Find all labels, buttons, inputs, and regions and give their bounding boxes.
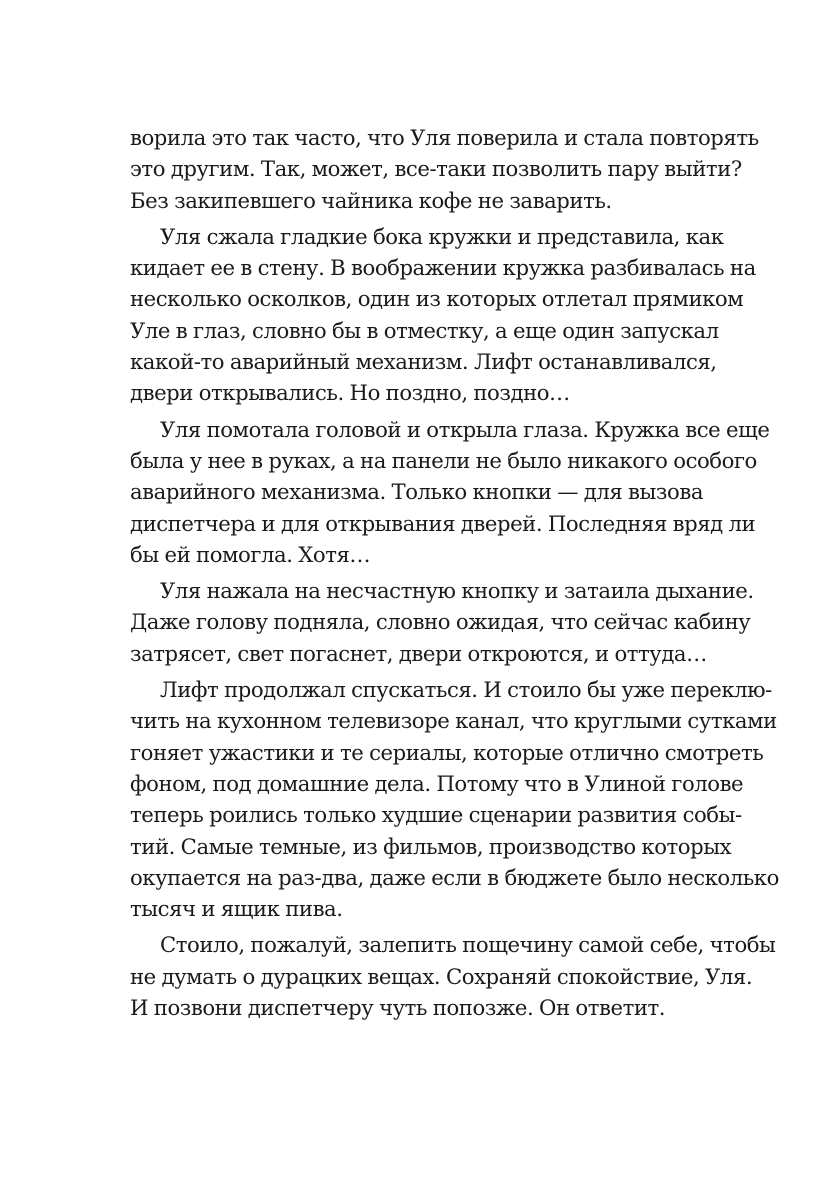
text-line: чить на кухонном телевизоре канал, что круглыми сутками xyxy=(130,708,777,734)
text-line: Лифт продолжал спускаться. И стоило бы уже переклю- xyxy=(160,677,772,703)
paragraph-3 xyxy=(130,414,770,570)
paragraph-2 xyxy=(130,221,756,409)
text-line: какой-то аварийный механизм. Лифт останавливался, xyxy=(130,349,717,375)
text-line: бы ей помогла. Хотя… xyxy=(130,541,371,567)
text-line: теперь роились только худшие сценарии развития собы- xyxy=(130,802,742,828)
text-line: несколько осколков, один из которых отлетал прямиком xyxy=(130,286,744,312)
text-line: Стоило, пожалуй, залепить пощечину самой себе, чтобы xyxy=(160,932,776,958)
text-line: аварийного механизма. Только кнопки — для вызова xyxy=(130,479,703,505)
text-line: Уля помотала головой и открыла глаза. Кружка все еще xyxy=(160,416,770,442)
text-line: двери открывались. Но поздно, поздно… xyxy=(130,380,570,406)
text-line: кидает ее в стену. В воображении кружка разбивалась на xyxy=(130,255,756,281)
text-line: окупается на раз-два, даже если в бюджете было несколько xyxy=(130,864,779,890)
paragraph-1 xyxy=(130,122,759,216)
text-line: затрясет, свет погаснет, двери откроются, и оттуда… xyxy=(130,640,707,666)
text-line: ворила это так часто, что Уля поверила и стала повторять xyxy=(130,125,759,150)
text-line: фоном, под домашние дела. Потому что в Улиной голове xyxy=(130,770,744,796)
text-line: диспетчера и для открывания дверей. Последняя вряд ли xyxy=(130,510,756,536)
text-line: Даже голову подняла, словно ожидая, что сейчас кабину xyxy=(130,609,751,635)
text-line: Уле в глаз, словно бы в отместку, а еще один запускал xyxy=(130,317,719,343)
text-line: Уля нажала на несчастную кнопку и затаила дыхание. xyxy=(160,578,754,604)
body-text xyxy=(130,122,779,1028)
text-line: И позвони диспетчеру чуть попозже. Он ответит. xyxy=(130,995,666,1021)
text-line: гоняет ужастики и те сериалы, которые отлично смотреть xyxy=(130,739,764,765)
paragraph-6 xyxy=(130,929,776,1023)
paragraph-4 xyxy=(130,575,754,669)
text-line: была у нее в руках, а на панели не было никакого особого xyxy=(130,447,757,473)
text-line: Уля сжала гладкие бока кружки и представила, как xyxy=(160,223,724,249)
text-line: тий. Самые темные, из фильмов, производство которых xyxy=(130,833,732,859)
text-line: это другим. Так, может, все-таки позволить пару выйти? xyxy=(130,156,742,182)
paragraph-5 xyxy=(130,674,779,924)
text-line: не думать о дурацких вещах. Сохраняй спокойствие, Уля. xyxy=(130,963,753,989)
text-line: тысяч и ящик пива. xyxy=(130,896,343,922)
text-line: Без закипевшего чайника кофе не заварить. xyxy=(130,187,612,213)
